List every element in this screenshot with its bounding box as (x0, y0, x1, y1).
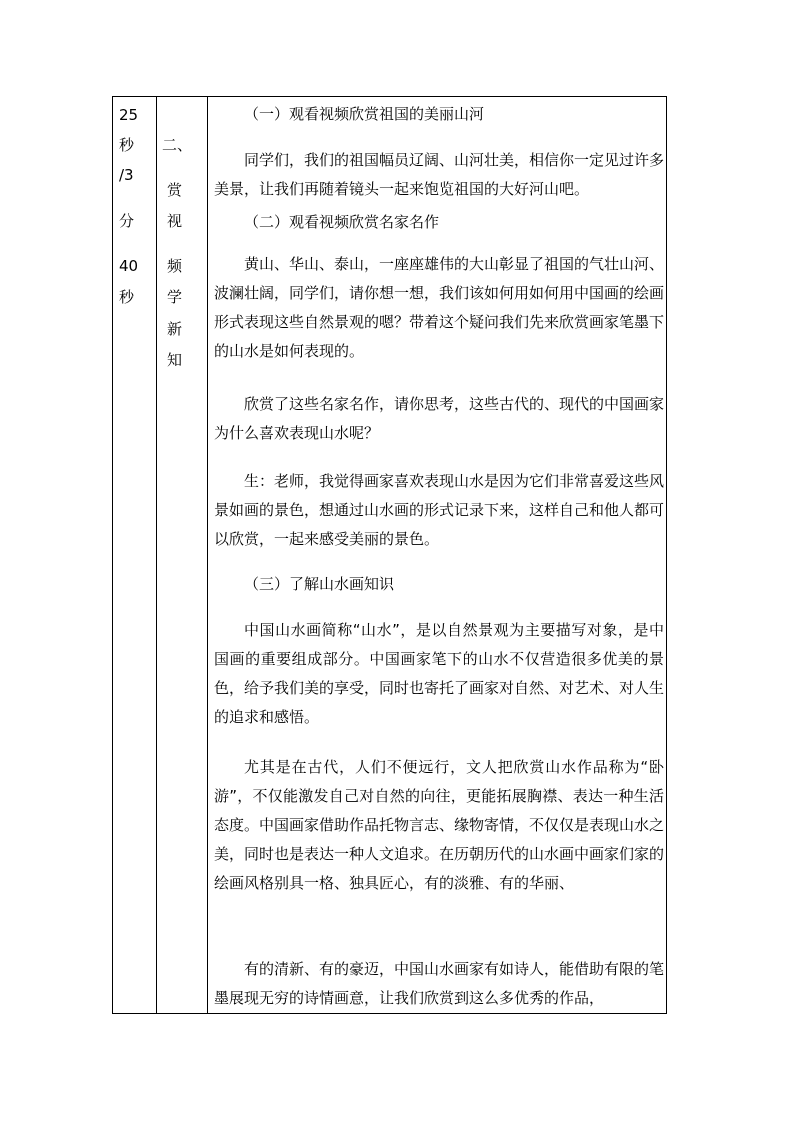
stage-text: 二、 (162, 136, 193, 154)
time-text: 25 (119, 106, 139, 124)
stage-text: 知 (167, 351, 183, 369)
paragraph: 黄山、华山、泰山，一座座雄伟的大山彰显了祖国的气壮山河、波澜壮阔，同学们，请你想一想，我们该如何用如何用中国画的绘画形式表现这些自然景观的嗯？带着这个疑问我们先来欣赏画家笔墨下的山水是如何表现的。 (214, 255, 665, 360)
lesson-table (112, 96, 667, 1014)
section-heading: （二）观看视频欣赏名家名作 (244, 213, 440, 231)
time-text: 秒 (119, 288, 135, 306)
time-text: /3 (119, 166, 134, 184)
paragraph: 同学们，我们的祖国幅员辽阔、山河壮美，相信你一定见过许多美景，让我们再随着镜头一起来饱览祖国的大好河山吧。 (214, 151, 665, 198)
paragraph: 中国山水画简称“山水”，是以自然景观为主要描写对象，是中国画的重要组成部分。中国画家笔下的山水不仅营造很多优美的景色，给予我们美的享受，同时也寄托了画家对自然、对艺术、对人生的追求和感悟。 (214, 621, 665, 726)
column-divider (156, 97, 157, 1013)
paragraph: 欣赏了这些名家名作，请你思考，这些古代的、现代的中国画家为什么喜欢表现山水呢？ (214, 395, 665, 442)
column-divider (207, 97, 208, 1013)
time-text: 40 (119, 257, 139, 275)
time-text: 秒 (119, 136, 135, 154)
time-text: 分 (119, 212, 135, 230)
section-heading: （一）观看视频欣赏祖国的美丽山河 (244, 105, 485, 123)
paragraph: 生：老师，我觉得画家喜欢表现山水是因为它们非常喜爱这些风景如画的景色，想通过山水画的形式记录下来，这样自己和他人都可以欣赏，一起来感受美丽的景色。 (214, 472, 665, 548)
stage-text: 新 (167, 320, 183, 338)
stage-text: 视 (167, 212, 183, 230)
paragraph: 有的清新、有的豪迈，中国山水画家有如诗人，能借助有限的笔墨展现无穷的诗情画意，让我们欣赏到这么多优秀的作品， (214, 960, 665, 1007)
stage-text: 赏 (167, 181, 183, 199)
stage-text: 学 (167, 288, 183, 306)
stage-text: 频 (167, 257, 183, 275)
section-heading: （三）了解山水画知识 (244, 575, 395, 593)
paragraph: 尤其是在古代，人们不便远行，文人把欣赏山水作品称为“卧游”，不仅能激发自己对自然的向往，更能拓展胸襟、表达一种生活态度。中国画家借助作品托物言志、缘物寄情，不仅仅是表现山水之美，同时也是表达一种人文追求。在历朝历代的山水画中画家们家的绘画风格别具一格、独具匠心，有的淡雅、有的华丽、 (214, 758, 665, 892)
